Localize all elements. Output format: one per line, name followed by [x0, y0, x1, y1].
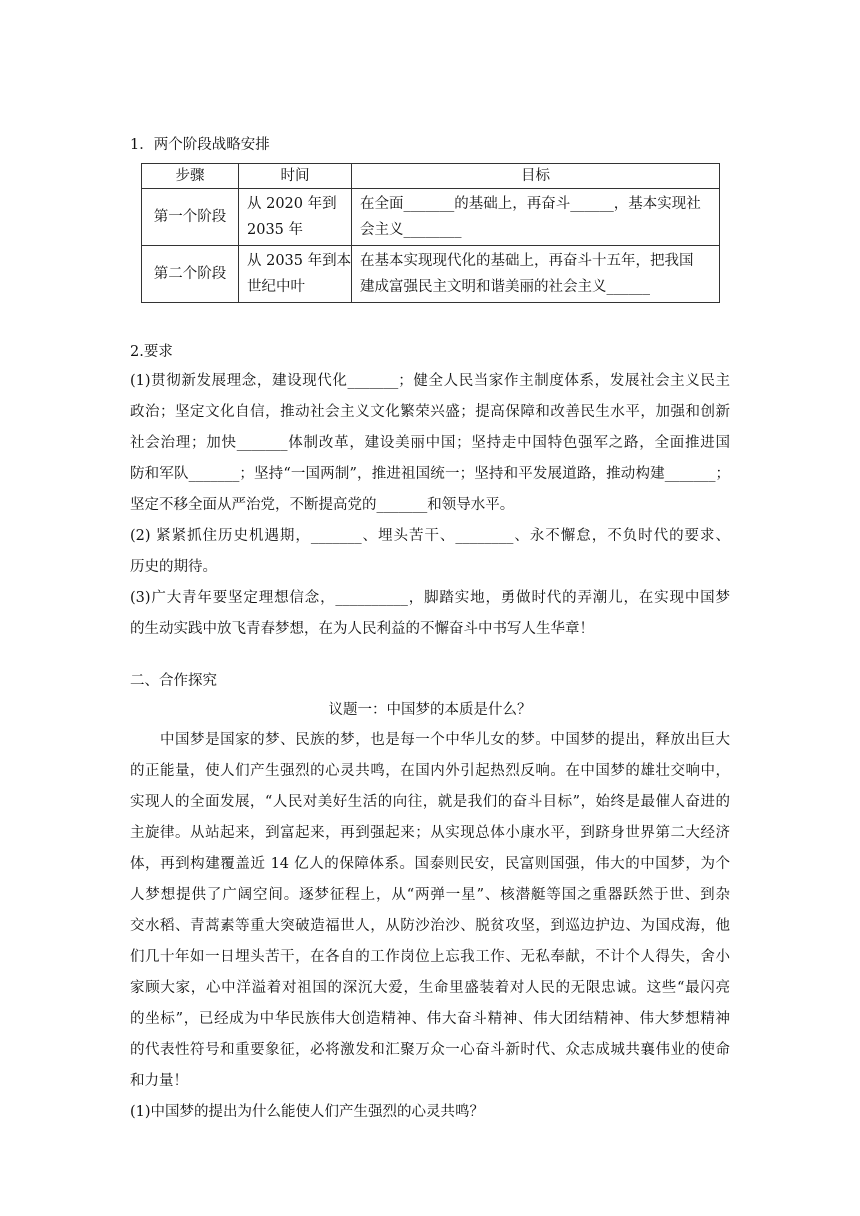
paragraph-line: 体，再到构建覆盖近 14 亿人的保障体系。国泰则民安，民富则国强，伟大的中国梦，为个: [130, 856, 730, 872]
paragraph-line: 们几十年如一日埋头苦干，在各自的工作岗位上忘我工作、无私奉献，不计个人得失，舍小: [130, 949, 730, 965]
time-line: 从 2020 年到: [247, 196, 337, 212]
requirement-1-line: (1)贯彻新发展理念，建设现代化_______；健全人民当家作主制度体系，发展社会主义民主: [130, 373, 730, 389]
paragraph-line: 的代表性符号和重要象征，必将激发和汇聚万众一心奋斗新时代、众志成城共襄伟业的使命: [130, 1042, 730, 1058]
paragraph-line: 实现人的全面发展，“人民对美好生活的向往，就是我们的奋斗目标”，始终是最催人奋进的: [130, 794, 730, 810]
time-line: 从 2035 年到本: [247, 253, 352, 269]
requirement-2-line: 历史的期待。: [130, 559, 217, 575]
paragraph-line: 家顾大家，心中洋溢着对祖国的深沉大爱，生命里盛装着对人民的无限忠诚。这些“最闪亮: [130, 980, 730, 996]
section-2-heading: 2.要求: [130, 344, 173, 360]
goal-line: 在全面_______的基础上，再奋斗______，基本实现社: [360, 196, 701, 212]
time-line: 世纪中叶: [247, 279, 305, 295]
table-header-step: 步骤: [142, 164, 239, 189]
paragraph-line: 主旋律。从站起来，到富起来，再到强起来；从实现总体小康水平，到跻身世界第二大经济: [130, 825, 730, 841]
requirement-3-line: (3)广大青年要坚定理想信念，__________，脚踏实地，勇做时代的弄潮儿，在实现中国梦: [130, 590, 730, 606]
section-1-heading: 1．两个阶段战略安排: [130, 137, 270, 153]
goal-line: 建成富强民主文明和谐美丽的社会主义______: [360, 279, 650, 295]
paragraph-line: 的正能量，使人们产生强烈的心灵共鸣，在国内外引起热烈反响。在中国梦的雄壮交响中，: [130, 763, 730, 779]
table-row: [142, 189, 720, 246]
requirement-3-line: 的生动实践中放飞青春梦想，在为人民利益的不懈奋斗中书写人生华章！: [130, 621, 594, 637]
table-header-row: [142, 164, 720, 189]
table-cell-step: 第二个阶段: [142, 246, 239, 303]
part-2-heading: 二、合作探究: [130, 673, 217, 689]
table-cell-time: [239, 246, 352, 303]
strategy-table: [141, 163, 720, 303]
requirement-1-line: 社会治理；加快_______体制改革，建设美丽中国；坚持走中国特色强军之路，全面推进国: [130, 435, 730, 451]
table-cell-goal: [352, 189, 720, 246]
paragraph-line: 交水稻、青蒿素等重大突破造福世人，从防沙治沙、脱贫攻坚，到巡边护边、为国戍海，他: [130, 918, 730, 934]
paragraph-line: 的坐标”，已经成为中华民族伟大创造精神、伟大奋斗精神、伟大团结精神、伟大梦想精神: [130, 1011, 730, 1027]
goal-line: 在基本实现现代化的基础上，再奋斗十五年，把我国: [360, 253, 694, 269]
requirement-2-line: (2) 紧紧抓住历史机遇期，_______、埋头苦干、________、永不懈怠，不负时代的要求、: [130, 528, 730, 544]
table-header-time: 时间: [239, 164, 352, 189]
table-row: [142, 246, 720, 303]
question-1: (1)中国梦的提出为什么能使人们产生强烈的心灵共鸣？: [130, 1104, 485, 1120]
topic-title: 议题一：中国梦的本质是什么？: [328, 702, 532, 718]
paragraph-line: 中国梦是国家的梦、民族的梦，也是每一个中华儿女的梦。中国梦的提出，释放出巨大: [130, 732, 730, 748]
table-header-goal: 目标: [352, 164, 720, 189]
time-line: 2035 年: [247, 222, 304, 238]
requirement-1-line: 防和军队_______；坚持“一国两制”，推进祖国统一；坚持和平发展道路，推动构建_______；: [130, 466, 730, 482]
paragraph-line: 人梦想提供了广阔空间。逐梦征程上，从“两弹一星”、核潜艇等国之重器跃然于世、到杂: [130, 887, 730, 903]
table-cell-step: 第一个阶段: [142, 189, 239, 246]
table-cell-time: [239, 189, 352, 246]
requirement-1-line: 政治；坚定文化自信，推动社会主义文化繁荣兴盛；提高保障和改善民生水平，加强和创新: [130, 404, 730, 420]
requirement-1-line: 坚定不移全面从严治党，不断提高党的_______和领导水平。: [130, 497, 515, 513]
goal-line: 会主义________: [360, 222, 462, 238]
paragraph-line: 和力量！: [130, 1073, 188, 1089]
table-cell-goal: [352, 246, 720, 303]
